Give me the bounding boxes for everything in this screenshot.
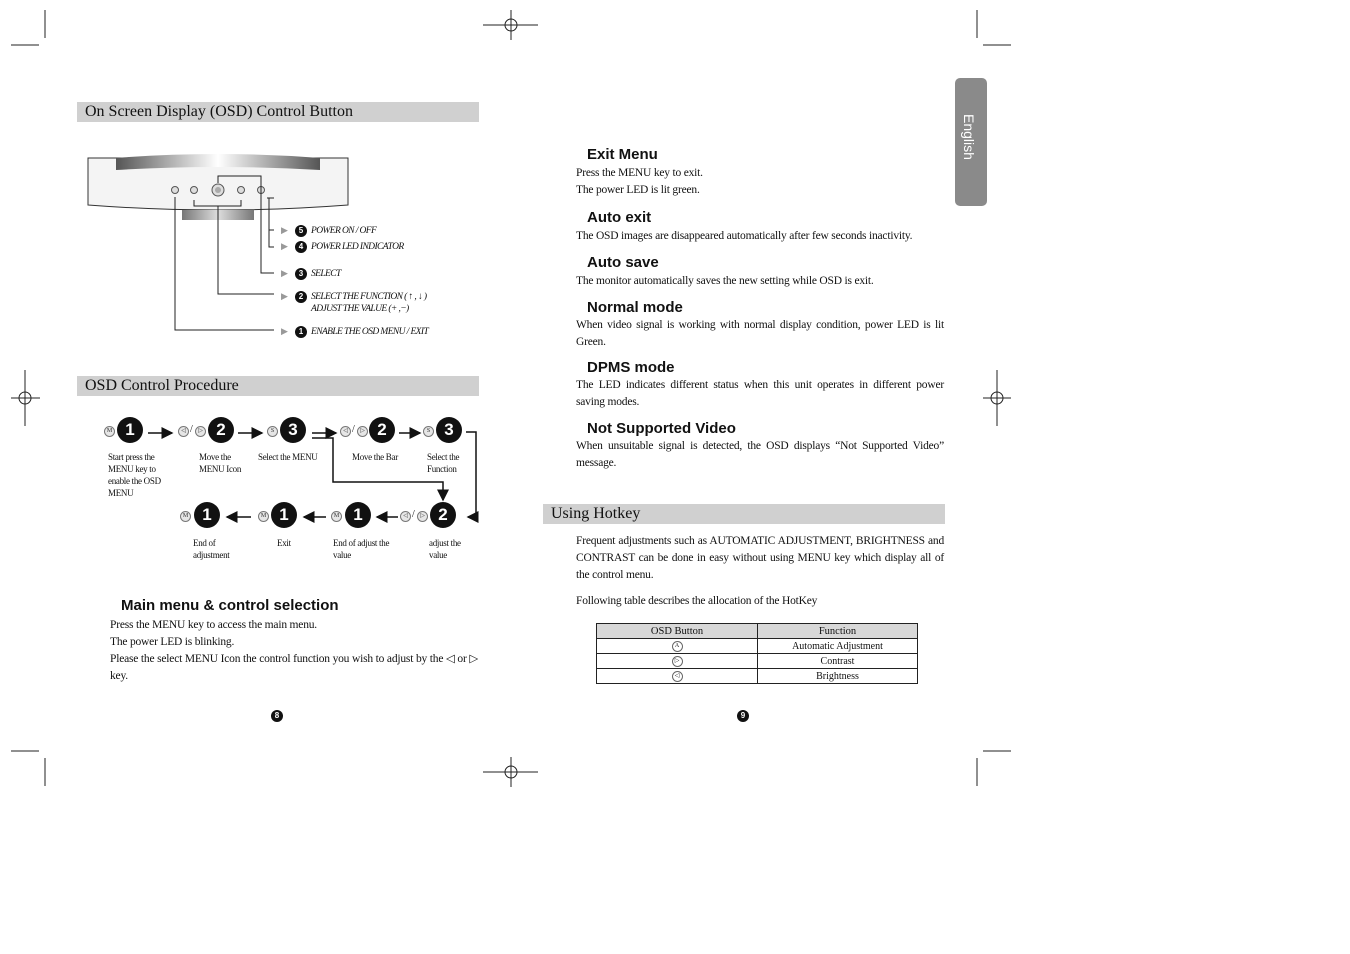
step-badge: 2 — [369, 417, 395, 443]
main-menu-text — [110, 617, 478, 685]
menu-key-icon: M — [180, 511, 191, 522]
right-key-icon: ▷ — [195, 426, 206, 437]
table-row — [597, 669, 918, 684]
table-cell — [597, 669, 758, 684]
text-line: The power LED is lit green. — [576, 184, 700, 196]
power-led-label: POWER LED INDICATOR — [311, 242, 404, 252]
left-key-icon: ◁ — [340, 426, 351, 437]
auto-save-text — [576, 273, 944, 290]
menu-key-icon: M — [331, 511, 342, 522]
hotkey-paragraph: Following table describes the allocation of the HotKey — [576, 595, 818, 607]
table-cell: Contrast — [758, 654, 918, 669]
step-caption: Exit — [277, 538, 291, 548]
right-key-icon: ▷ — [417, 511, 428, 522]
select-key-icon: S — [423, 426, 434, 437]
column-header: OSD Button — [597, 624, 758, 639]
callout-2: 2 — [295, 291, 307, 303]
text-line: The monitor automatically saves the new setting while OSD is exit. — [576, 275, 874, 287]
text-line: When video signal is working with normal display condition, power LED is lit Green. — [576, 319, 944, 348]
step-caption: adjust the value — [429, 538, 461, 560]
page-number: 9 — [737, 710, 749, 722]
step-caption: Select the MENU — [258, 452, 318, 462]
right-key-icon: ▷ — [672, 656, 683, 667]
pointer-triangle-icon: ▶ — [281, 326, 288, 336]
page-number: 8 — [271, 710, 283, 722]
callout-5: 5 — [295, 225, 307, 237]
menu-key-icon: M — [258, 511, 269, 522]
hotkey-paragraph: Frequent adjustments such as AUTOMATIC ADJUSTMENT, BRIGHTNESS and CONTRAST can be done in easy without using MENU key which display all of the control menu. — [576, 535, 944, 581]
step-badge: 1 — [117, 417, 143, 443]
table-row — [597, 654, 918, 669]
normal-mode-text — [576, 317, 944, 351]
left-key-icon: ◁ — [672, 671, 683, 682]
pointer-triangle-icon: ▶ — [281, 241, 288, 251]
slash-separator: / — [190, 424, 193, 435]
table-row — [597, 639, 918, 654]
column-header: Function — [758, 624, 918, 639]
exit-menu-heading: Exit Menu — [587, 146, 658, 163]
dpms-mode-text — [576, 377, 944, 411]
menu-key-icon: M — [104, 426, 115, 437]
callout-3: 3 — [295, 268, 307, 280]
power-on-off-label: POWER ON / OFF — [311, 226, 377, 236]
select-key-icon: S — [267, 426, 278, 437]
right-key-icon: ▷ — [357, 426, 368, 437]
table-cell: Brightness — [758, 669, 918, 684]
callout-1: 1 — [295, 326, 307, 338]
not-supported-video-heading: Not Supported Video — [587, 420, 736, 437]
section-title: OSD Control Procedure — [85, 377, 239, 394]
text-line: The OSD images are disappeared automatically after few seconds inactivity. — [576, 230, 913, 242]
slash-separator: / — [412, 509, 415, 520]
table-cell: Automatic Adjustment — [758, 639, 918, 654]
step-caption: End of adjust the value — [333, 538, 390, 560]
table-header-row — [597, 624, 918, 639]
dpms-mode-heading: DPMS mode — [587, 359, 675, 376]
step-badge: 1 — [271, 502, 297, 528]
left-key-icon: ◁ — [400, 511, 411, 522]
main-menu-heading: Main menu & control selection — [121, 597, 339, 614]
section-title: On Screen Display (OSD) Control Button — [85, 103, 353, 120]
slash-separator: / — [352, 424, 355, 435]
procedure-arrows — [0, 0, 520, 580]
pointer-triangle-icon: ▶ — [281, 291, 288, 301]
auto-save-heading: Auto save — [587, 254, 659, 271]
exit-menu-text — [576, 165, 944, 199]
step-badge: 2 — [430, 502, 456, 528]
step-badge: 1 — [194, 502, 220, 528]
select-function-label: SELECT THE FUNCTION ( ↑ , ↓ ) — [311, 292, 427, 302]
step-badge: 2 — [208, 417, 234, 443]
section-title: Using Hotkey — [551, 505, 641, 522]
auto-exit-heading: Auto exit — [587, 209, 652, 226]
adjust-value-label: ADJUST THE VALUE (+ ,−) — [311, 304, 409, 314]
step-caption: End of adjustment — [193, 538, 230, 560]
normal-mode-heading: Normal mode — [587, 299, 683, 316]
auto-exit-text — [576, 228, 944, 245]
table-cell — [597, 639, 758, 654]
enable-osd-label: ENABLE THE OSD MENU / EXIT — [311, 327, 429, 337]
text-line: The LED indicates different status when this unit operates in different power saving modes. — [576, 379, 944, 408]
left-key-icon: ◁ — [178, 426, 189, 437]
auto-key-icon: A — [672, 641, 683, 652]
text-line: Please the select MENU Icon the control function you wish to adjust by the ◁ or ▷ key. — [110, 653, 478, 682]
pointer-triangle-icon: ▶ — [281, 268, 288, 278]
using-hotkey-title-bar — [543, 504, 945, 524]
step-badge: 1 — [345, 502, 371, 528]
text-line: Press the MENU key to exit. — [576, 167, 703, 179]
pointer-triangle-icon: ▶ — [281, 225, 288, 235]
step-badge: 3 — [436, 417, 462, 443]
table-cell — [597, 654, 758, 669]
step-badge: 3 — [280, 417, 306, 443]
step-caption: Start press the MENU key to enable the OSD MENU — [108, 452, 161, 498]
not-supported-video-text — [576, 438, 944, 472]
hotkey-table — [596, 623, 918, 684]
text-line: Press the MENU key to access the main menu. — [110, 619, 317, 631]
step-caption: Move the Bar — [352, 452, 398, 462]
step-caption: Select the Function — [427, 452, 460, 474]
text-line: When unsuitable signal is detected, the OSD displays “Not Supported Video” message. — [576, 440, 944, 469]
language-tab-label: English — [961, 114, 977, 160]
language-tab — [955, 78, 987, 206]
select-label: SELECT — [311, 269, 341, 279]
text-line: The power LED is blinking. — [110, 636, 235, 648]
callout-4: 4 — [295, 241, 307, 253]
step-caption: Move the MENU Icon — [199, 452, 242, 474]
